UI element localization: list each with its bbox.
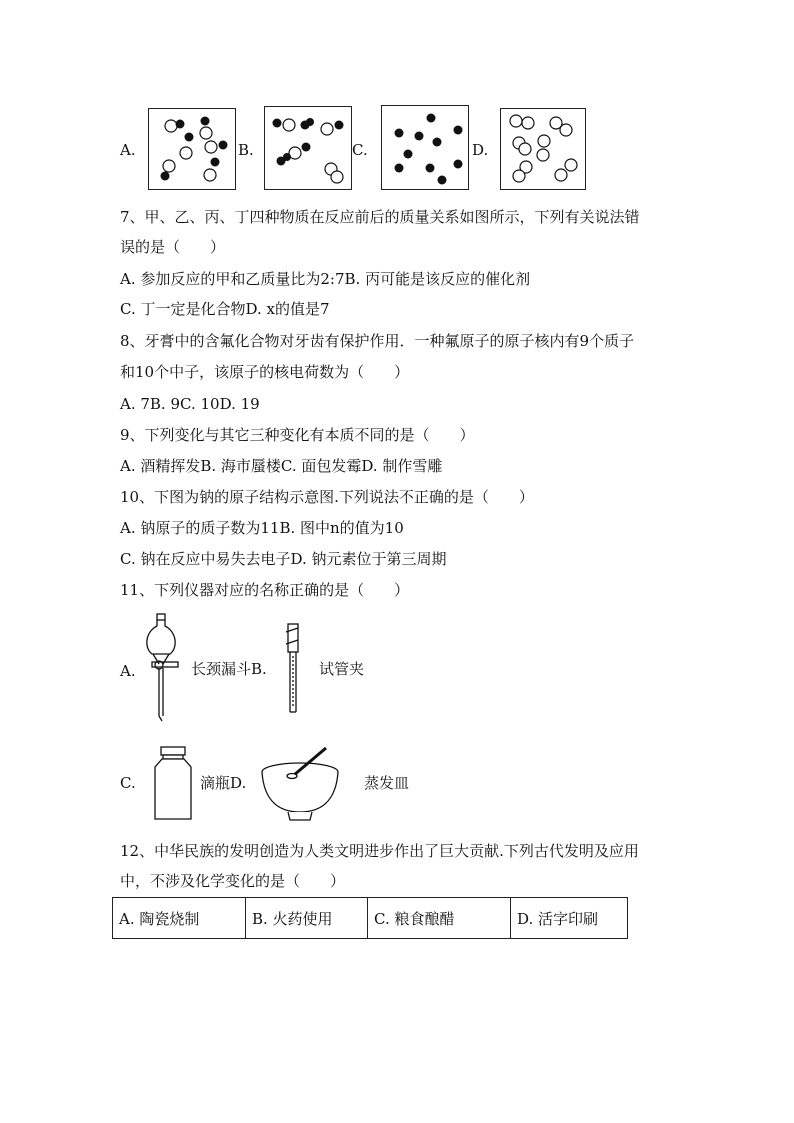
q12-option-d: D. 活字印刷	[511, 898, 628, 939]
q12-option-b: B. 火药使用	[246, 898, 368, 939]
q7-options-line-2: C. 丁一定是化合物D. x的值是7	[120, 300, 330, 318]
particle-diagram-b	[265, 107, 351, 189]
q6-option-a-label: A.	[120, 141, 136, 159]
wide-mouth-bottle-illustration	[150, 745, 196, 823]
q12-options-table	[112, 897, 628, 939]
separatory-funnel-illustration	[140, 612, 186, 724]
q12-stem-line-2: 中，不涉及化学变化的是（ ）	[120, 872, 346, 890]
q6-option-b-particle-box	[264, 106, 352, 190]
q12-stem-line-1: 12、中华民族的发明创造为人类文明进步作出了巨大贡献.下列古代发明及应用	[120, 842, 639, 860]
mortar-and-pestle-illustration	[260, 742, 344, 824]
q6-option-c-particle-box	[381, 105, 469, 190]
q6-option-c-label: C.	[352, 141, 368, 159]
table-row	[113, 898, 628, 939]
particle-diagram-c	[382, 106, 468, 189]
q6-option-b-label: B.	[238, 141, 254, 159]
q8-options-line-1: A. 7B. 9C. 10D. 19	[120, 395, 260, 413]
q11-option-c-name: 滴瓶D.	[200, 774, 247, 792]
q10-options-line-2: C. 钠在反应中易失去电子D. 钠元素位于第三周期	[120, 550, 447, 568]
q11-option-c-label: C.	[120, 774, 136, 792]
particle-diagram-a	[149, 109, 235, 189]
q7-options-line-1: A. 参加反应的甲和乙质量比为2:7B. 丙可能是该反应的催化剂	[120, 270, 531, 288]
q6-option-d-label: D.	[472, 141, 489, 159]
q8-stem-line-1: 8、牙膏中的含氟化合物对牙齿有保护作用．一种氟原子的原子核内有9个质子	[120, 332, 635, 350]
q11-option-a-name: 长颈漏斗B.	[191, 660, 267, 678]
particle-diagram-d	[501, 109, 585, 189]
q7-stem-line-2: 误的是（ ）	[120, 238, 226, 256]
q9-options-line-1: A. 酒精挥发B. 海市蜃楼C. 面包发霉D. 制作雪雕	[120, 457, 443, 475]
q11-option-b-name: 试管夹	[319, 660, 365, 678]
q12-option-a: A. 陶瓷烧制	[113, 898, 246, 939]
q11-option-d-name: 蒸发皿	[364, 774, 410, 792]
q11-stem-line-1: 11、下列仪器对应的名称正确的是（ ）	[120, 581, 410, 599]
q7-stem-line-1: 7、甲、乙、丙、丁四种物质在反应前后的质量关系如图所示，下列有关说法错	[120, 208, 640, 226]
q9-stem-line-1: 9、下列变化与其它三种变化有本质不同的是（ ）	[120, 426, 475, 444]
q10-stem-line-1: 10、下图为钠的原子结构示意图.下列说法不正确的是（ ）	[120, 488, 534, 506]
q6-option-d-particle-box	[500, 108, 586, 190]
q12-option-c: C. 粮食酿醋	[368, 898, 511, 939]
q6-option-a-particle-box	[148, 108, 236, 190]
q8-stem-line-2: 和10个中子，该原子的核电荷数为（ ）	[120, 363, 410, 381]
q10-options-line-1: A. 钠原子的质子数为11B. 图中n的值为10	[120, 519, 404, 537]
q11-option-a-label: A.	[120, 662, 136, 680]
test-tube-holder-illustration	[280, 622, 304, 716]
